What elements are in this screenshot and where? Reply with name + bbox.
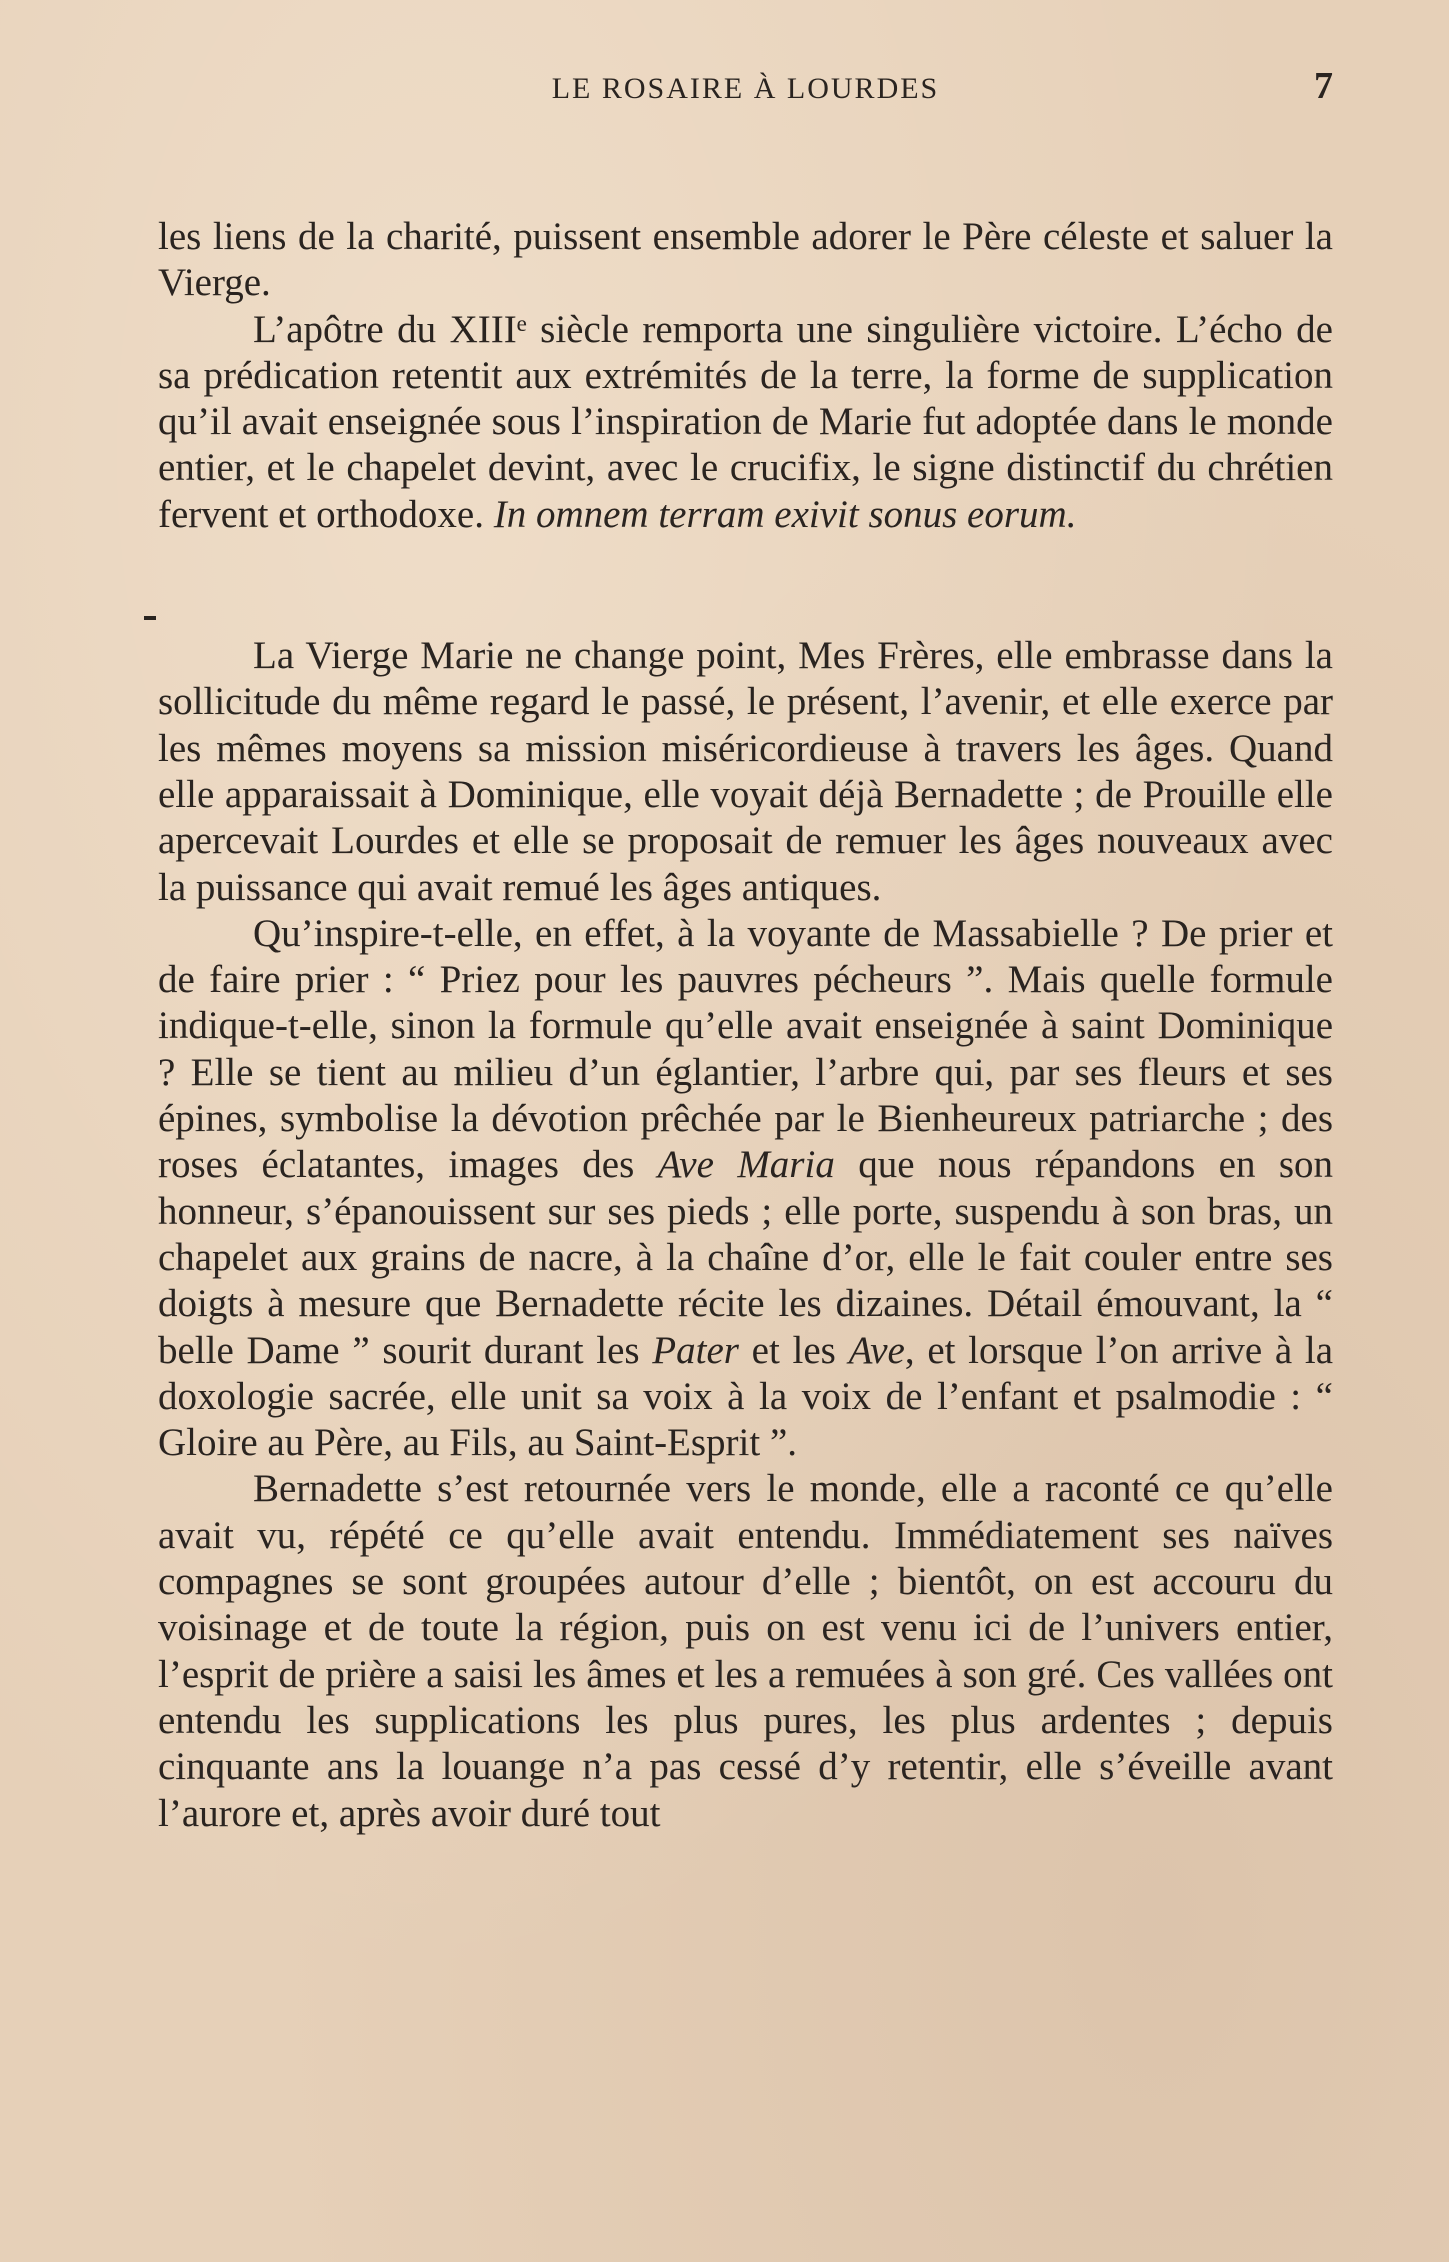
- paragraph-text: Qu’inspire-t-elle, en effet, à la voyante de Massabielle ? De prier et de faire prier : “ Priez pour les pauvres pécheurs ”. Mais quelle formule indique-t-elle, sinon la formule qu’elle avait enseignée à saint Dominique ? Elle se tient au milieu d’un églantier, l’arbre qui, par ses fleurs et ses épines, symbolise la dévotion prêchée par le Bienheureux patriarche ; des roses éclatantes, images des: [158, 911, 1333, 1187]
- paragraph-vierge: [158, 633, 1333, 911]
- paragraph-text: , et lorsque l’on arrive à la doxologie sacrée, elle unit sa voix à la voix de l’enfant et psalmodie : “ Gloire au Père, au Fils, au Saint-Esprit ”.: [158, 1328, 1334, 1465]
- latin-quote: In omnem terram exivit sonus eorum.: [493, 492, 1077, 536]
- paragraph-continuation: [158, 214, 1333, 307]
- paragraph-massabielle: [158, 911, 1333, 1467]
- paragraph-text: L’apôtre du XIIIᵉ siècle remporta une singulière victoire. L’écho de sa prédication retentit aux extrémités de la terre, la forme de supplication qu’il avait enseignée sous l’inspiration de Marie fut adoptée dans le monde entier, et le chapelet devint, avec le crucifix, le signe distinctif du chrétien fervent et orthodoxe.: [158, 307, 1333, 536]
- book-page: [158, 60, 1333, 2230]
- running-head: [158, 60, 1333, 120]
- section-break: [158, 538, 1333, 633]
- ave-italic: Ave: [848, 1328, 905, 1372]
- ave-maria-italic: Ave Maria: [657, 1143, 835, 1187]
- pater-italic: Pater: [652, 1328, 739, 1372]
- paragraph-text: les liens de la charité, puissent ensemble adorer le Père céleste et saluer la Vierge.: [158, 215, 1333, 305]
- paragraph-apostle: [158, 307, 1333, 538]
- paragraph-text: et les: [751, 1328, 836, 1372]
- running-title: LE ROSAIRE À LOURDES: [551, 72, 940, 105]
- paragraph-text: que nous répandons en son honneur, s’épanouissent sur ses pieds ; elle porte, suspendu à son bras, un chapelet aux grains de nacre, à la chaîne d’or, elle le fait couler entre ses doigts à mesure que Bernadette récite les dizaines. Détail émouvant, la “ belle Dame ” sourit durant les: [158, 1143, 1334, 1372]
- margin-mark: [144, 616, 156, 620]
- page-number: 7: [1314, 65, 1333, 107]
- paragraph-bernadette: [158, 1466, 1333, 1836]
- paragraph-text: La Vierge Marie ne change point, Mes Frères, elle embrasse dans la sollicitude du même regard le passé, le présent, l’avenir, et elle exerce par les mêmes moyens sa mission miséricordieuse à travers les âges. Quand elle apparaissait à Dominique, elle voyait déjà Bernadette ; de Prouille elle apercevait Lourdes et elle se proposait de remuer les âges nouveaux avec la puissance qui avait remué les âges antiques.: [158, 634, 1333, 909]
- page-body: [158, 214, 1333, 1837]
- paragraph-text: Bernadette s’est retournée vers le monde, elle a raconté ce qu’elle avait vu, répété ce qu’elle avait entendu. Immédiatement ses naïves compagnes se sont groupées autour d’elle ; bientôt, on est accouru du voisinage et de toute la région, puis on est venu ici de l’univers entier, l’esprit de prière a saisi les âmes et les a remuées à son gré. Ces vallées ont entendu les supplications les plus pures, les plus ardentes ; depuis cinquante ans la louange n’a pas cessé d’y retentir, elle s’éveille avant l’aurore et, après avoir duré tout: [158, 1467, 1333, 1835]
